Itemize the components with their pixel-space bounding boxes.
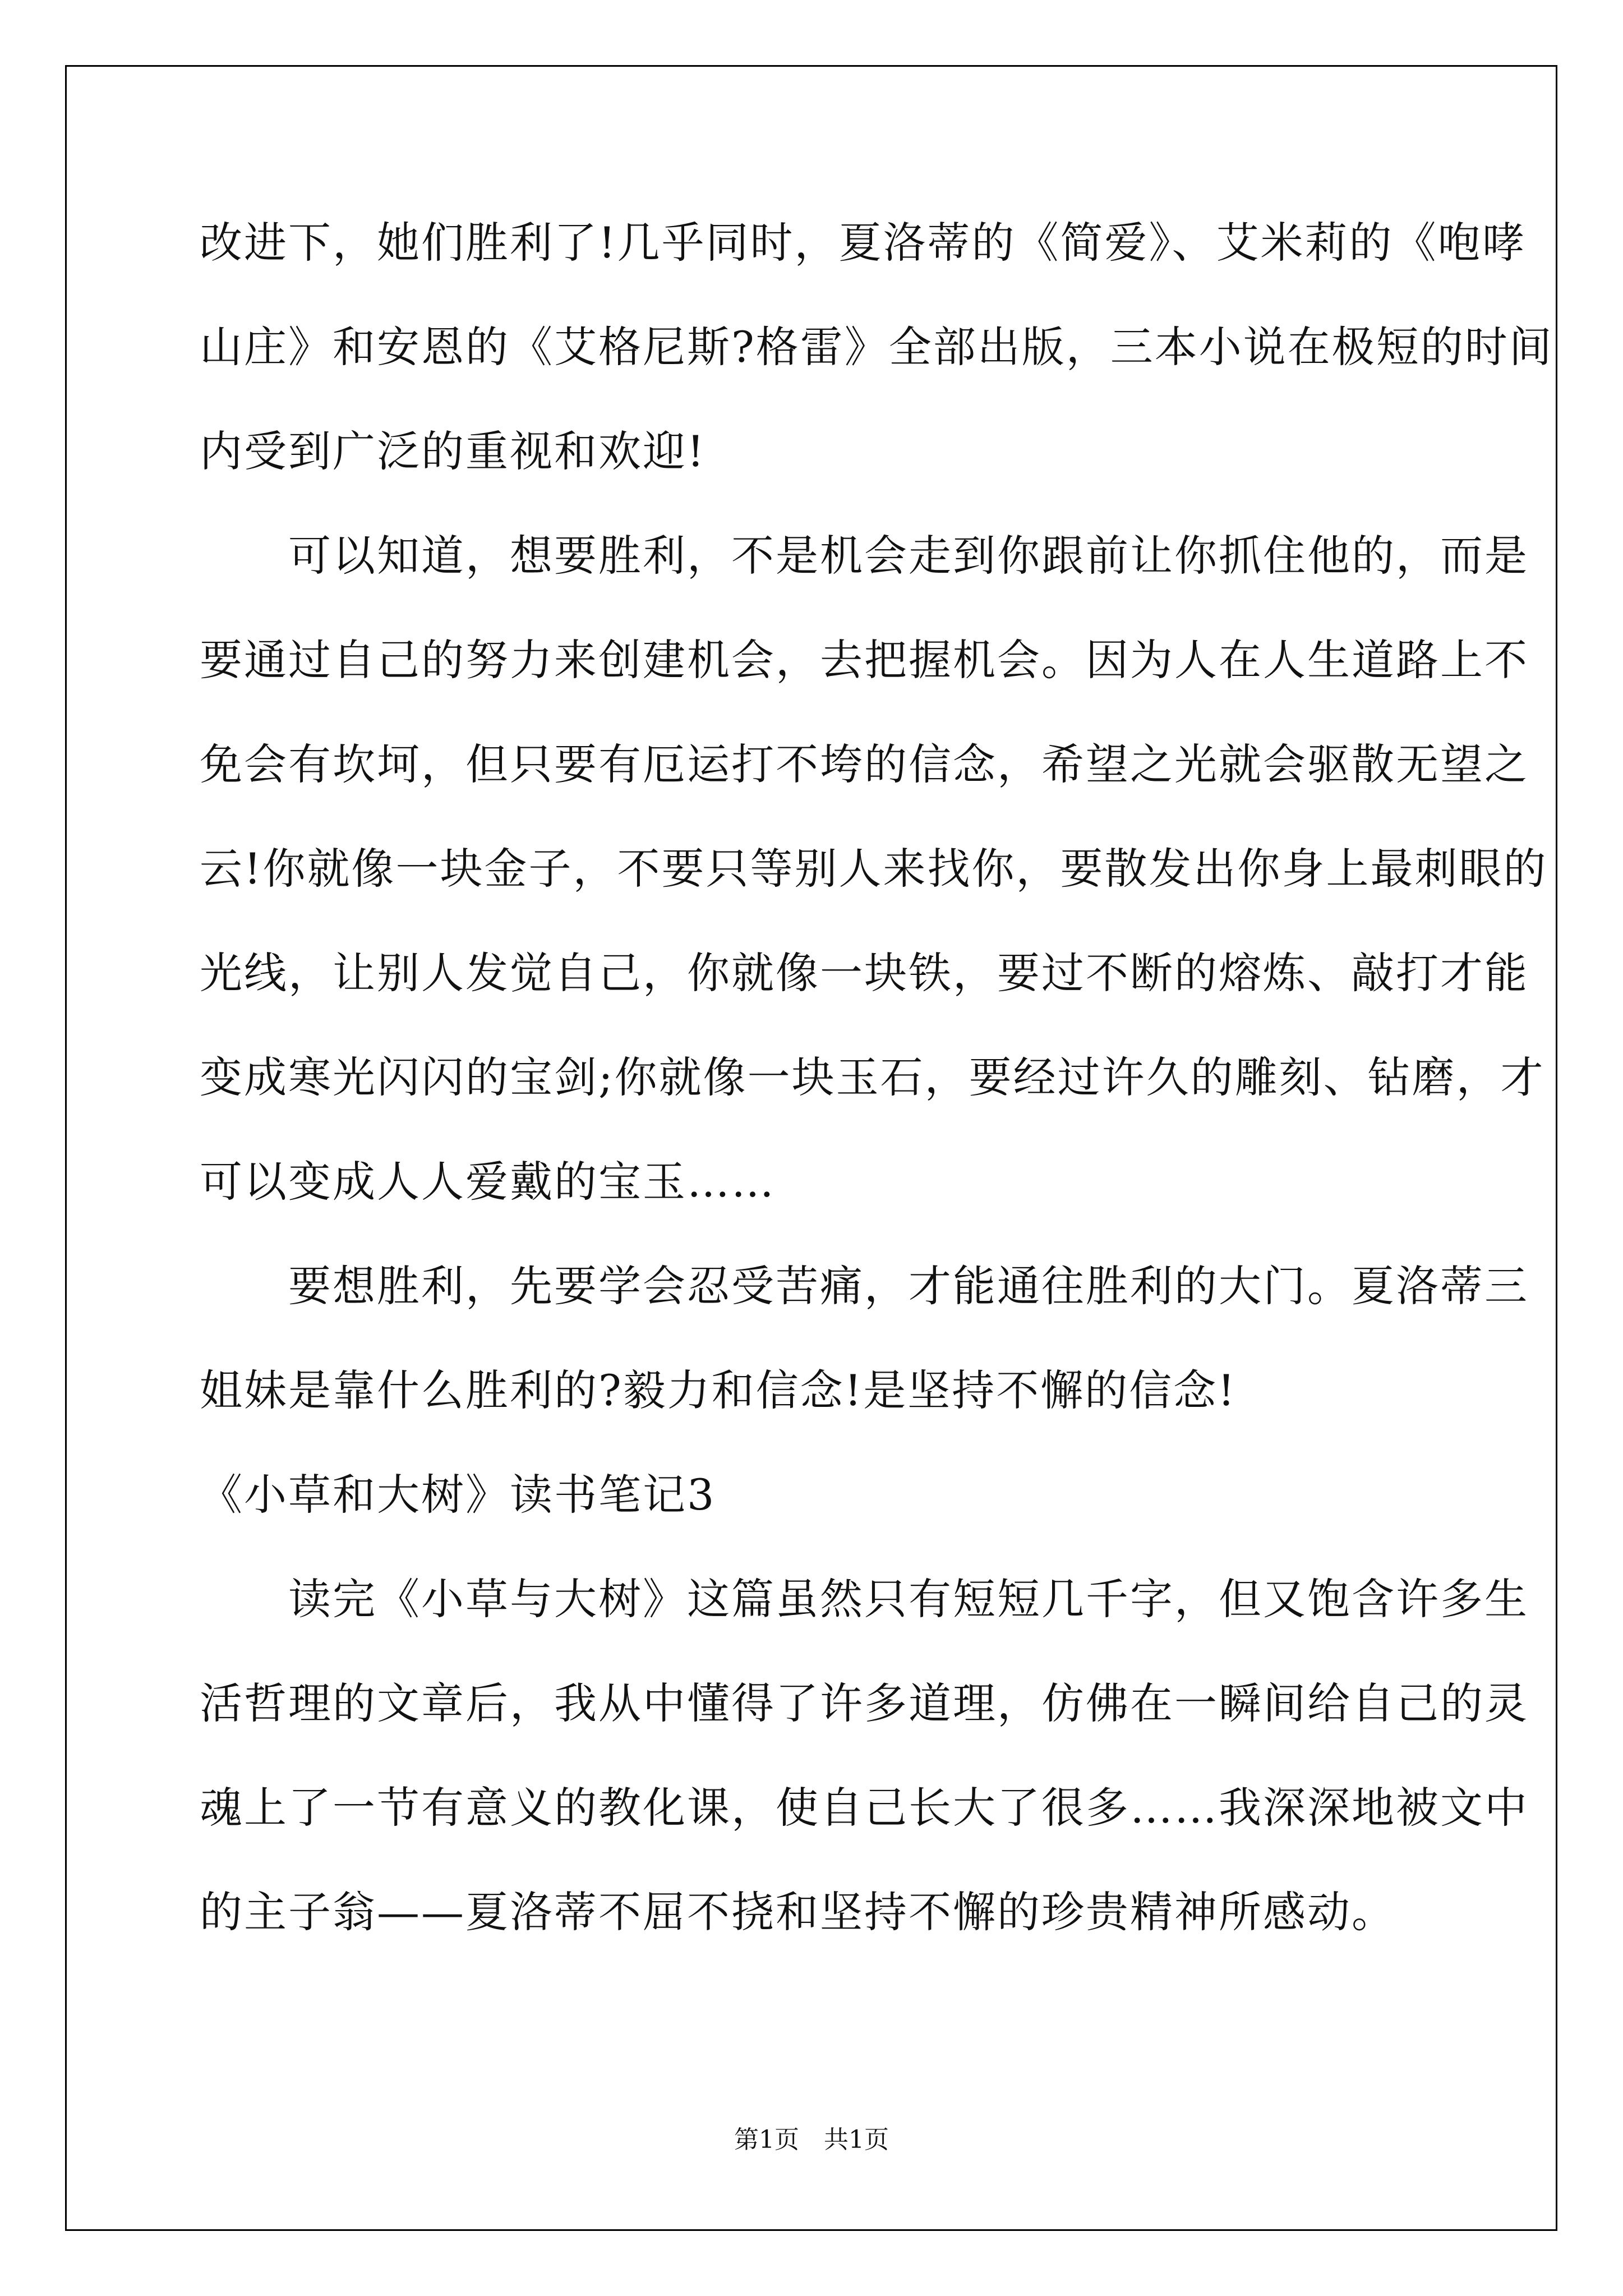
text-line: 免会有坎坷，但只要有厄运打不垮的信念，希望之光就会驱散无望之 bbox=[200, 739, 1529, 789]
text-line: 姐妹是靠什么胜利的?毅力和信念!是坚持不懈的信念! bbox=[200, 1365, 1237, 1415]
text-line: 活哲理的文章后，我从中懂得了许多道理，仿佛在一瞬间给自己的灵 bbox=[200, 1678, 1529, 1728]
text-line: 内受到广泛的重视和欢迎! bbox=[200, 426, 706, 476]
text-line: 云!你就像一块金子，不要只等别人来找你，要散发出你身上最刺眼的 bbox=[200, 844, 1548, 894]
page-footer: 第1页 共1页 bbox=[734, 2125, 889, 2154]
text-line: 的主子翁——夏洛蒂不屈不挠和坚持不懈的珍贵精神所感动。 bbox=[200, 1887, 1396, 1937]
text-line: 要通过自己的努力来创建机会，去把握机会。因为人在人生道路上不 bbox=[200, 635, 1529, 685]
document-body bbox=[200, 191, 1553, 1964]
text-line: 魂上了一节有意义的教化课，使自己长大了很多……我深深地被文中 bbox=[200, 1783, 1529, 1833]
text-line: 要想胜利，先要学会忍受苦痛，才能通往胜利的大门。夏洛蒂三 bbox=[200, 1261, 1529, 1311]
text-line: 光线，让别人发觉自己，你就像一块铁，要过不断的熔炼、敲打才能 bbox=[200, 948, 1529, 998]
text-line: 读完《小草与大树》这篇虽然只有短短几千字，但又饱含许多生 bbox=[200, 1574, 1529, 1624]
text-line: 改进下，她们胜利了!几乎同时，夏洛蒂的《简爱》、艾米莉的《咆哮 bbox=[200, 218, 1527, 268]
text-line: 可以知道，想要胜利，不是机会走到你跟前让你抓住他的，而是 bbox=[200, 531, 1529, 581]
text-line: 变成寒光闪闪的宝剑;你就像一块玉石，要经过许久的雕刻、钻磨，才 bbox=[200, 1052, 1545, 1102]
section-heading: 《小草和大树》读书笔记3 bbox=[200, 1470, 716, 1520]
text-line: 可以变成人人爱戴的宝玉…… bbox=[200, 1157, 776, 1207]
text-line: 山庄》和安恩的《艾格尼斯?格雷》全部出版，三本小说在极短的时间 bbox=[200, 322, 1553, 372]
